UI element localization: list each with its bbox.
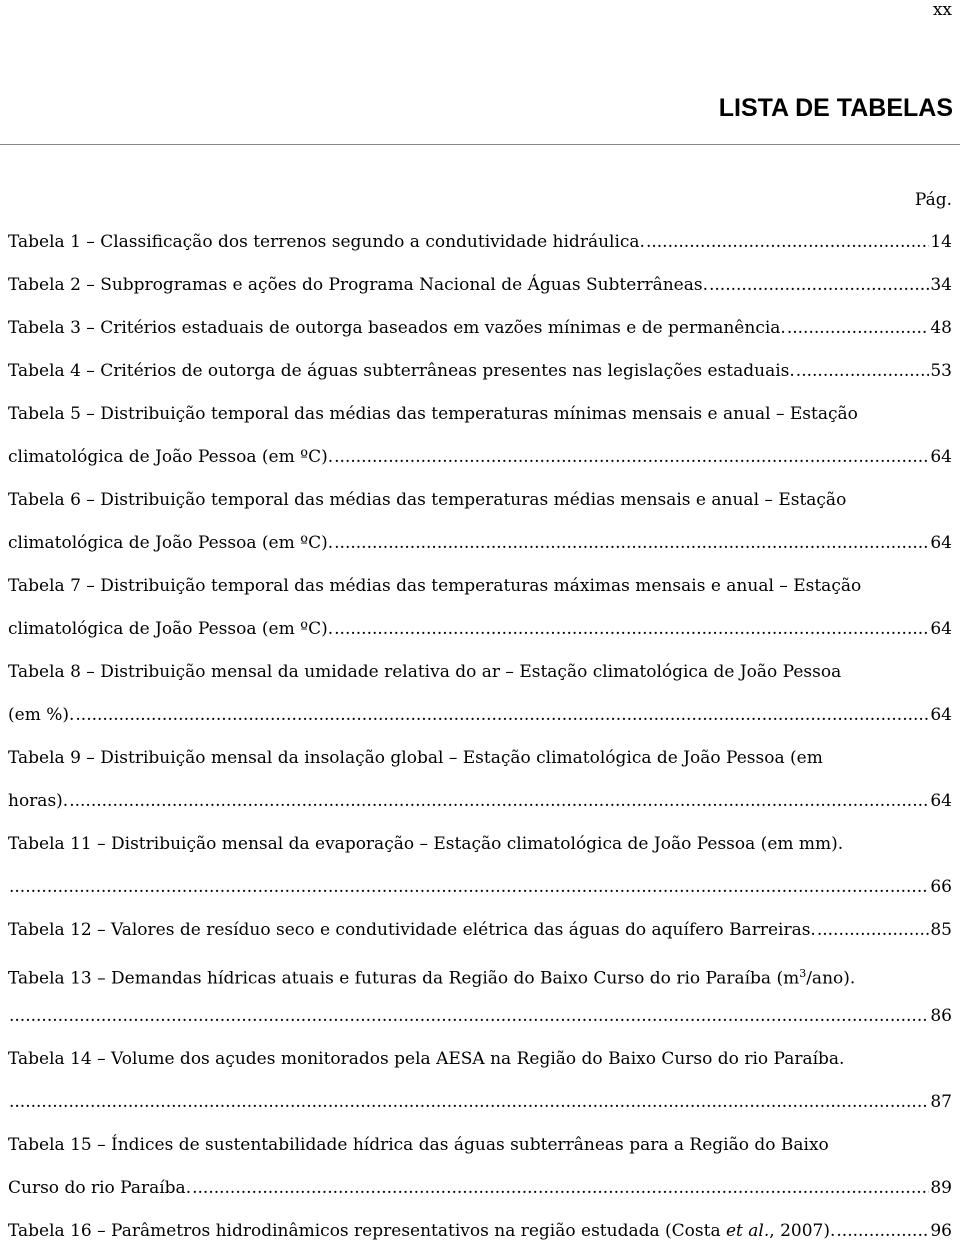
list-item[interactable] xyxy=(8,228,952,271)
dot-leader xyxy=(796,357,930,386)
dot-leader xyxy=(334,529,929,558)
dot-leader xyxy=(334,443,929,472)
list-item[interactable] xyxy=(8,1217,952,1260)
list-item[interactable] xyxy=(8,916,952,959)
entry-label: Tabela 12 – Valores de resíduo seco e condutividade elétrica das águas do aquífero Barreiras. xyxy=(8,920,816,940)
list-item[interactable] xyxy=(8,959,952,1045)
entry-label: Tabela 16 – Parâmetros hidrodinâmicos representativos na região estudada (Costa et al., 2007). xyxy=(8,1221,836,1241)
dot-leader xyxy=(192,1174,929,1203)
dot-leader xyxy=(75,701,929,730)
entry-label: Curso do rio Paraíba. xyxy=(8,1178,192,1198)
entry-label-line1: Tabela 15 – Índices de sustentabilidade hídrica das águas subterrâneas para a Região do Baixo xyxy=(8,1135,829,1155)
dot-leader xyxy=(709,271,929,300)
table-list xyxy=(8,228,952,1260)
list-item[interactable] xyxy=(8,357,952,400)
list-item[interactable] xyxy=(8,314,952,357)
entry-page: 34 xyxy=(930,275,952,295)
entry-label: Tabela 3 – Critérios estaduais de outorga baseados em vazões mínimas e de permanência. xyxy=(8,318,786,338)
entry-label-line1: Tabela 7 – Distribuição temporal das médias das temperaturas máximas mensais e anual – Estação xyxy=(8,576,862,596)
entry-page: 14 xyxy=(930,232,952,252)
list-item[interactable] xyxy=(8,658,952,744)
dot-leader xyxy=(9,1088,929,1117)
entry-page: 64 xyxy=(930,791,952,811)
list-item[interactable] xyxy=(8,1131,952,1217)
entry-page: 96 xyxy=(930,1221,952,1241)
title-divider xyxy=(0,144,960,145)
dot-leader xyxy=(787,314,930,343)
entry-label: Tabela 2 – Subprogramas e ações do Programa Nacional de Águas Subterrâneas. xyxy=(8,275,708,295)
entry-page: 53 xyxy=(930,361,952,381)
entry-page: 64 xyxy=(930,705,952,725)
entry-label: Tabela 4 – Critérios de outorga de águas subterrâneas presentes nas legislações estaduais. xyxy=(8,361,795,381)
entry-label-line1: Tabela 6 – Distribuição temporal das médias das temperaturas médias mensais e anual – Estação xyxy=(8,490,847,510)
entry-page: 48 xyxy=(930,318,952,338)
dot-leader xyxy=(836,1217,929,1246)
entry-page: 64 xyxy=(930,533,952,553)
list-item[interactable] xyxy=(8,572,952,658)
page-title: LISTA DE TABELAS xyxy=(718,94,953,122)
page-column-header: Pág. xyxy=(914,190,952,210)
list-item[interactable] xyxy=(8,830,952,916)
entry-label: (em %). xyxy=(8,705,75,725)
entry-label-line1: Tabela 9 – Distribuição mensal da insolação global – Estação climatológica de João Pessoa (em xyxy=(8,748,823,768)
entry-label-line1: Tabela 5 – Distribuição temporal das médias das temperaturas mínimas mensais e anual – Estação xyxy=(8,404,858,424)
page-number: xx xyxy=(932,0,952,20)
entry-page: 86 xyxy=(930,1006,952,1026)
list-item[interactable] xyxy=(8,400,952,486)
dot-leader xyxy=(9,873,929,902)
entry-label-line1: Tabela 13 – Demandas hídricas atuais e futuras da Região do Baixo Curso do rio Paraíba $(m^3/ano)$. xyxy=(8,967,856,989)
entry-label-line1: Tabela 8 – Distribuição mensal da umidade relativa do ar – Estação climatológica de João Pessoa xyxy=(8,662,842,682)
list-item[interactable] xyxy=(8,486,952,572)
entry-label: climatológica de João Pessoa (em ºC). xyxy=(8,533,334,553)
list-item[interactable] xyxy=(8,1045,952,1131)
dot-leader xyxy=(646,228,929,257)
entry-page: 85 xyxy=(930,920,952,940)
entry-page: 89 xyxy=(930,1178,952,1198)
list-item[interactable] xyxy=(8,744,952,830)
entry-label: climatológica de João Pessoa (em ºC). xyxy=(8,619,334,639)
entry-label: horas). xyxy=(8,791,69,811)
dot-leader xyxy=(334,615,929,644)
dot-leader xyxy=(9,1002,929,1031)
entry-label: Tabela 1 – Classificação dos terrenos segundo a condutividade hidráulica. xyxy=(8,232,645,252)
dot-leader xyxy=(69,787,929,816)
entry-label-line1: Tabela 14 – Volume dos açudes monitorados pela AESA na Região do Baixo Curso do rio Paraíba. xyxy=(8,1049,845,1069)
entry-page: 66 xyxy=(930,877,952,897)
entry-label: climatológica de João Pessoa (em ºC). xyxy=(8,447,334,467)
list-item[interactable] xyxy=(8,271,952,314)
entry-label-line1: Tabela 11 – Distribuição mensal da evaporação – Estação climatológica de João Pessoa (em mm). xyxy=(8,834,844,854)
entry-page: 64 xyxy=(930,447,952,467)
entry-page: 64 xyxy=(930,619,952,639)
dot-leader xyxy=(817,916,930,945)
entry-page: 87 xyxy=(930,1092,952,1112)
